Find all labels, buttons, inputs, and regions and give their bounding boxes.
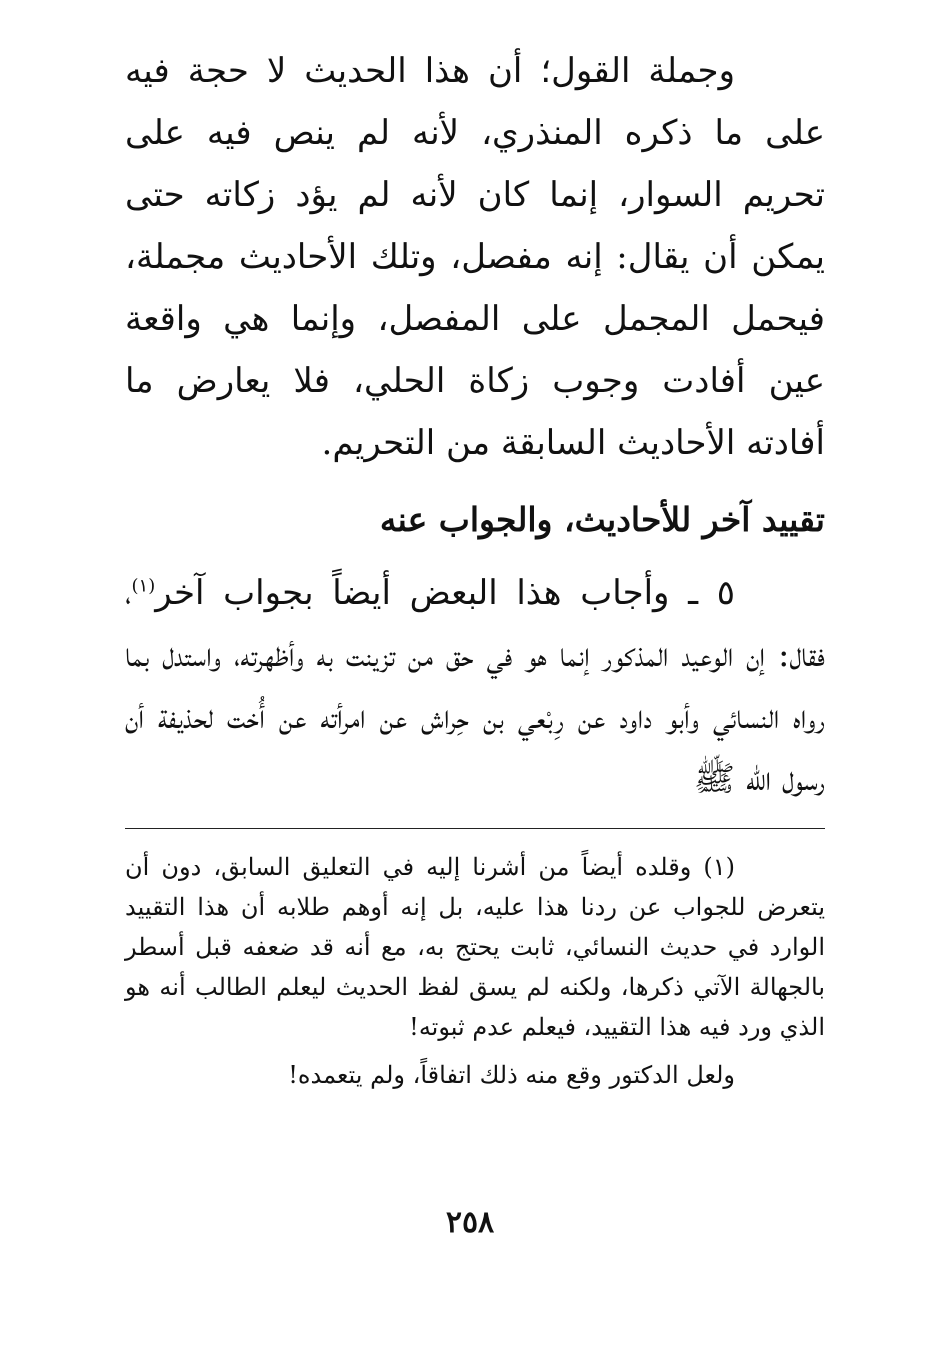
paragraph-2-text-end: ، فقال: إن الوعيد المذكور إنما هو في حق من تزينت به وأظهرته، واستدل بما رواه النسائي وأبو داود عن رِبْعي بن حِراش عن امرأته عن أُخت لحذيفة أن رسول الله ﷺ xyxy=(125,573,825,799)
main-text xyxy=(125,40,825,810)
footnote-1: (١) وقلده أيضاً من أشرنا إليه في التعليق السابق، دون أن يتعرض للجواب عن ردنا هذا عليه، بل إنه أوهم طلابه أن هذا التقييد الوارد في حديث النسائي، ثابت يحتج به، مع أنه قد ضعفه قبل أسطر بالجهالة الآتي ذكرها، ولكنه لم يسق لفظ الحديث ليعلم الطالب أنه هو الذي ورد فيه هذا التقييد، فيعلم عدم ثبوته! xyxy=(125,853,825,1041)
page-content xyxy=(125,40,825,1330)
paragraph-2-text-start: ٥ ـ وأجاب هذا البعض أيضاً بجواب آخر xyxy=(155,573,735,613)
footnotes xyxy=(125,847,825,1095)
page-number: ٢٥٨ xyxy=(445,1205,495,1240)
footnote-2: ولعل الدكتور وقع منه ذلك اتفاقاً، ولم يتعمده! xyxy=(288,1061,735,1089)
paragraph-2 xyxy=(125,562,825,810)
footnote-separator xyxy=(125,828,825,829)
section-heading: تقييد آخر للأحاديث، والجواب عنه xyxy=(379,500,825,539)
footnote-reference: (١) xyxy=(131,575,156,597)
paragraph-1: وجملة القول؛ أن هذا الحديث لا حجة فيه على ما ذكره المنذري، لأنه لم ينص فيه على تحريم السوار، إنما كان لأنه لم يؤد زكاته حتى يمكن أن يقال: إنه مفصل، وتلك الأحاديث مجملة، فيحمل المجمل على المفصل، وإنما هي واقعة عين أفادت وجوب زكاة الحلي، فلا يعارض ما أفادته الأحاديث السابقة من التحريم. xyxy=(125,51,825,463)
